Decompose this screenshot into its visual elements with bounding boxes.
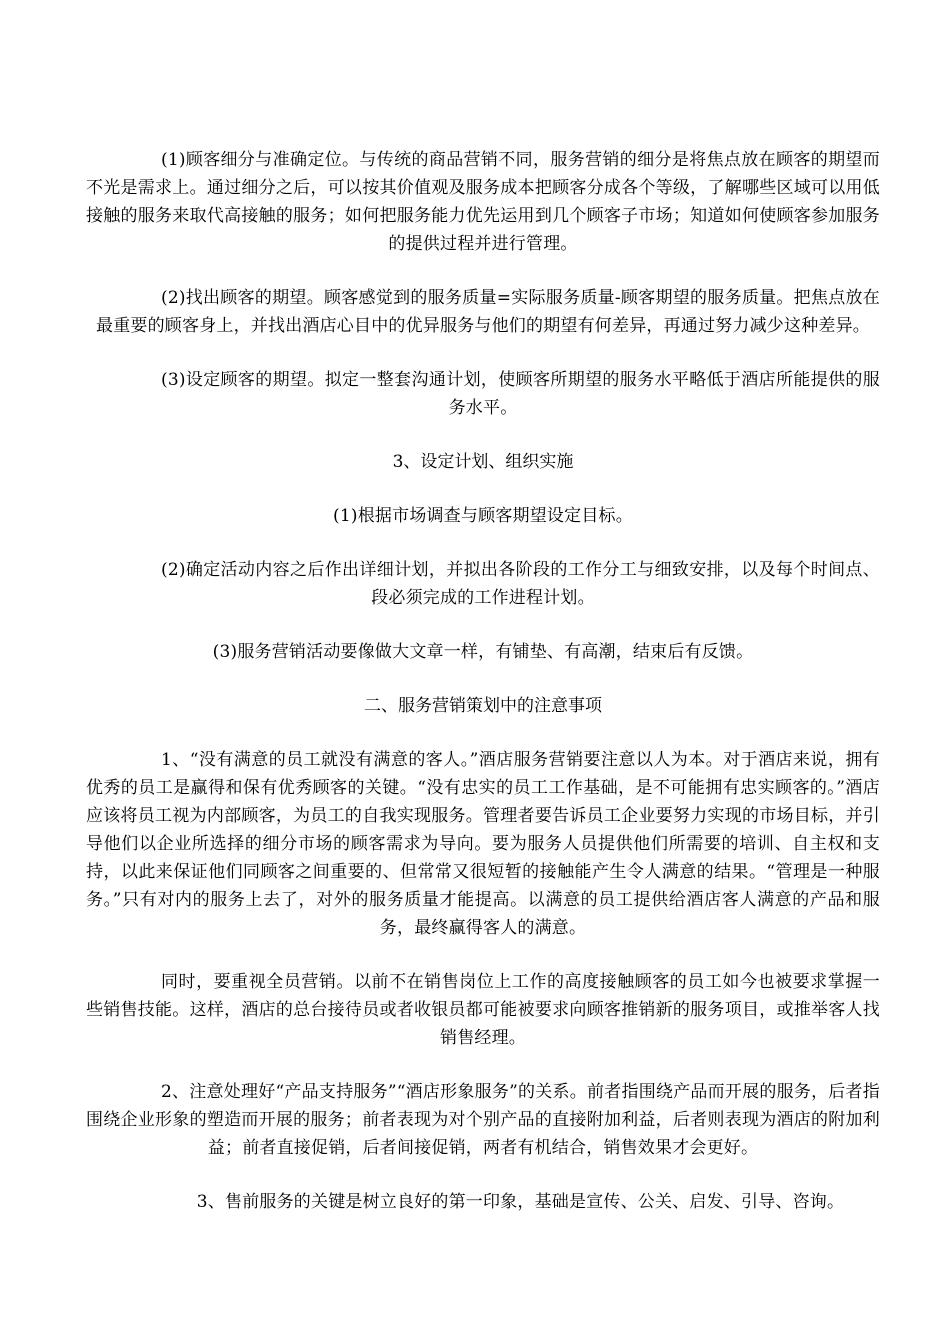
paragraph-customer-segmentation: (1)顾客细分与准确定位。与传统的商品营销不同，服务营销的细分是将焦点放在顾客的期望而不光是需求上。通过细分之后，可以按其价值观及服务成本把顾客分成各个等级，了解哪些区域可以用低接触的服务来取代高接触的服务；如何把服务能力优先运用到几个顾客子市场；知道如何使顾客参加服务的提供过程并进行管理。: [86, 150, 880, 254]
heading-plan-implementation: 3、设定计划、组织实施: [392, 452, 574, 472]
document-page: [86, 146, 880, 1242]
paragraph-all-staff-marketing: 同时，要重视全员营销。以前不在销售岗位上工作的高度接触顾客的员工如今也被要求掌握一些销售技能。这样，酒店的总台接待员或者收银员都可能被要求向顾客推销新的服务项目，或推举客人找销售经理。: [86, 972, 880, 1048]
paragraph-pre-sale-service: 3、售前服务的关键是树立良好的第一印象，基础是宣传、公关、启发、引导、咨询。: [196, 1192, 845, 1212]
paragraph-satisfied-employees: 1、“没有满意的员工就没有满意的客人。”酒店服务营销要注意以人为本。对于酒店来说，拥有优秀的员工是赢得和保有优秀顾客的关键。“没有忠实的员工工作基础，是不可能拥有忠实顾客的。”酒店应该将员工视为内部顾客，为员工的自我实现服务。管理者要告诉员工企业要努力实现的市场目标，并引导他们以企业所选择的细分市场的顾客需求为导向。要为服务人员提供他们所需要的培训、自主权和支持，以此来保证他们同顾客之间重要的、但常常又很短暂的接触能产生令人满意的结果。“管理是一种服务。”只有对内的服务上去了，对外的服务质量才能提高。以满意的员工提供给酒店客人满意的产品和服务，最终赢得客人的满意。: [86, 750, 880, 938]
paragraph-marketing-activity: (3)服务营销活动要像做大文章一样，有铺垫、有高潮，结束后有反馈。: [212, 642, 754, 662]
paragraph-set-expectation: (3)设定顾客的期望。拟定一整套沟通计划，使顾客所期望的服务水平略低于酒店所能提供的服务水平。: [161, 370, 880, 418]
paragraph-product-image-service: 2、注意处理好“产品支持服务”“酒店形象服务”的关系。前者指围绕产品而开展的服务，后者指围绕企业形象的塑造而开展的服务；前者表现为对个别产品的直接附加利益，后者则表现为酒店的附加利益；前者直接促销，后者间接促销，两者有机结合，销售效果才会更好。: [86, 1082, 880, 1158]
paragraph-detailed-plan: (2)确定活动内容之后作出详细计划，并拟出各阶段的工作分工与细致安排，以及每个时间点、段必须完成的工作进程计划。: [161, 560, 880, 608]
paragraph-customer-expectation: (2)找出顾客的期望。顾客感觉到的服务质量=实际服务质量-顾客期望的服务质量。把焦点放在最重要的顾客身上，并找出酒店心目中的优异服务与他们的期望有何差异，再通过努力减少这种差异。: [96, 288, 880, 336]
heading-notes: 二、服务营销策划中的注意事项: [364, 696, 602, 716]
paragraph-set-goals: (1)根据市场调查与顾客期望设定目标。: [333, 506, 633, 526]
